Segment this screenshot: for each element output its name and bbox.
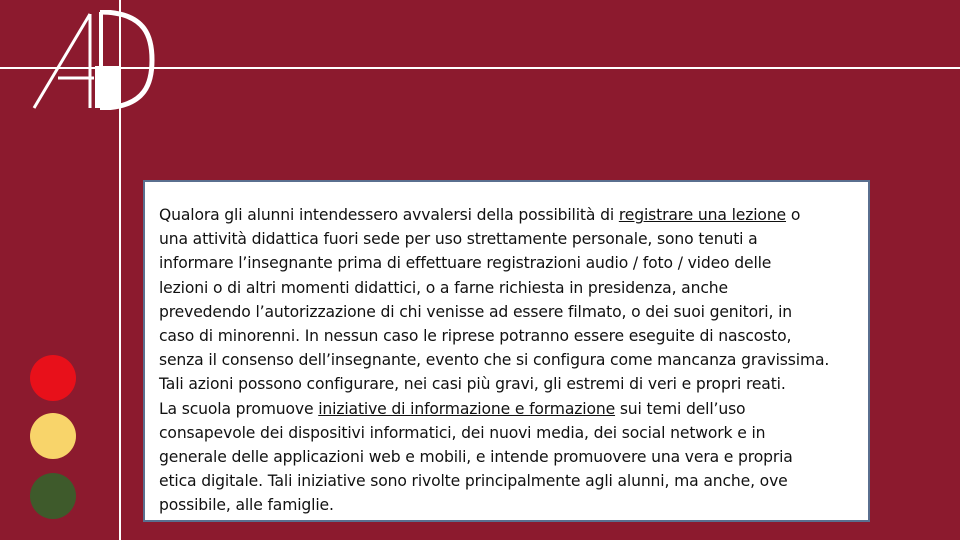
iniziative-link: iniziative di informazione e formazione xyxy=(318,399,616,418)
text-card xyxy=(143,180,870,522)
ad-logo xyxy=(28,10,158,110)
paragraph-2: La scuola promuove iniziative di informazione e formazione sui temi dell’uso consapevole dei dispositivi informatici, dei nuovi media, dei social network e in generale delle applicazioni web e mobili, e intende promuovere una vera e propria etica digitale. Tali iniziative sono rivolte principalmente agli alunni, ma anche, ove possibile, alle famiglie. xyxy=(159,399,793,515)
green-dot xyxy=(30,473,76,519)
paragraph-1: Qualora gli alunni intendessero avvalersi della possibilità di registrare una lezione o una attività didattica fuori sede per uso strettamente personale, sono tenuti a informare l’insegnante prima di effettuare registrazioni audio / foto / video delle lezioni o di altri momenti didattici, o a farne richiesta in presidenza, anche prevedendo l’autorizzazione di chi venisse ad essere filmato, o dei suoi genitori, in caso di minorenni. In nessun caso le riprese potranno essere eseguite di nascosto, senza il consenso dell’insegnante, evento che si configura come mancanza gravissima. Tali azioni possono configurare, nei casi più gravi, gli estremi di veri e propri reati. xyxy=(159,206,830,394)
red-dot xyxy=(30,355,76,401)
registrare-lezione-link: registrare una lezione xyxy=(618,206,787,224)
yellow-dot xyxy=(30,413,76,459)
